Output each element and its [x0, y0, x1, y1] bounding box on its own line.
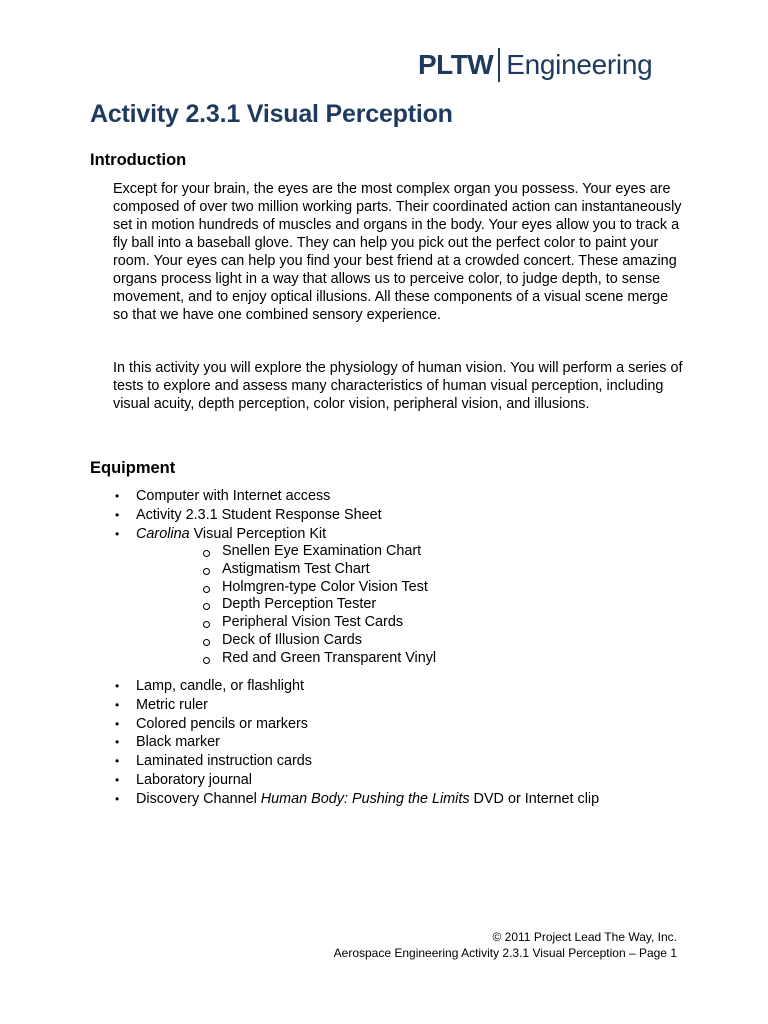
- sub-list-item: [200, 632, 436, 650]
- sub-list-item-text: Astigmatism Test Chart: [222, 560, 370, 577]
- list-item-text: Laminated instruction cards: [136, 753, 312, 770]
- logo-divider: [498, 48, 500, 82]
- footer-copyright: © 2011 Project Lead The Way, Inc.: [492, 930, 677, 944]
- bullet-icon: •: [115, 772, 120, 787]
- bullet-icon: •: [115, 791, 120, 806]
- circle-bullet-icon: [203, 568, 210, 575]
- list-item-text: Colored pencils or markers: [136, 715, 308, 732]
- sub-list-item-text: Red and Green Transparent Vinyl: [222, 649, 437, 666]
- kit-brand: Carolina: [136, 525, 190, 542]
- equipment-list-bottom: [113, 677, 599, 809]
- page-footer: [334, 929, 677, 961]
- equipment-heading: Equipment: [90, 459, 176, 477]
- sub-list-item: [200, 614, 436, 632]
- sub-list-item-text: Peripheral Vision Test Cards: [222, 614, 404, 631]
- pltw-engineering-logo: [418, 44, 652, 86]
- circle-bullet-icon: [203, 639, 210, 646]
- sub-list-item-text: Snellen Eye Examination Chart: [222, 543, 422, 559]
- list-item-text: Computer with Internet access: [136, 488, 331, 504]
- list-item: [113, 506, 382, 525]
- list-item-text: Activity 2.3.1 Student Response Sheet: [136, 506, 382, 523]
- kit-label: Visual Perception Kit: [189, 525, 327, 542]
- circle-bullet-icon: [203, 657, 210, 664]
- introduction-paragraph-2: In this activity you will explore the physiology of human vision. You will perform a series of tests to explore and assess many characteristics of human visual perception, including visual acuity, depth perception, color vision, peripheral vision, and illusions.: [113, 360, 683, 412]
- list-item-text: Black marker: [136, 734, 220, 751]
- list-item-text: Laboratory journal: [136, 771, 252, 788]
- logo-division: Engineering: [506, 49, 653, 80]
- circle-bullet-icon: [203, 621, 210, 628]
- bullet-icon: •: [115, 489, 120, 503]
- sub-list-item: [200, 543, 436, 561]
- sub-list-item: [200, 650, 436, 668]
- list-item-text: Metric ruler: [136, 696, 208, 713]
- list-item: [113, 677, 599, 696]
- list-item: [113, 525, 382, 544]
- kit-sublist: [200, 543, 436, 668]
- bullet-icon: •: [115, 697, 120, 712]
- list-item: [113, 487, 382, 506]
- list-item: [113, 790, 599, 809]
- dvd-title: Human Body: Pushing the Limits: [260, 790, 470, 807]
- sub-list-item: [200, 596, 436, 614]
- footer-page-label: Aerospace Engineering Activity 2.3.1 Visual Perception – Page 1: [333, 946, 677, 960]
- bullet-icon: •: [115, 507, 120, 522]
- bullet-icon: •: [115, 716, 120, 731]
- list-item: [113, 696, 599, 715]
- introduction-paragraph-1: Except for your brain, the eyes are the most complex organ you possess. Your eyes are composed of over two million working parts. Their coordinated action can instantaneously set in motion hundreds of muscles and organs in the body. Your eyes allow you to track a fly ball into a baseball glove. They can help you pick out the perfect color to paint your room. Your eyes can help you find your best friend at a crowded concert. These amazing organs process light in a way that allows us to perceive color, to judge depth, to sense movement, and to enjoy optical illusions. All these components of a visual scene merge so that we have one combined sensory experience.: [113, 181, 682, 323]
- sub-list-item-text: Deck of Illusion Cards: [222, 631, 362, 648]
- logo-brand: PLTW: [418, 49, 494, 80]
- sub-list-item: [200, 579, 436, 597]
- list-item: [113, 715, 599, 734]
- circle-bullet-icon: [203, 603, 210, 610]
- dvd-suffix: DVD or Internet clip: [469, 790, 600, 807]
- list-item: [113, 771, 599, 790]
- sub-list-item-text: Depth Perception Tester: [222, 596, 377, 613]
- equipment-list-top: [113, 487, 382, 543]
- circle-bullet-icon: [203, 586, 210, 593]
- circle-bullet-icon: [203, 550, 210, 557]
- list-item-text: Lamp, candle, or flashlight: [136, 678, 304, 694]
- bullet-icon: •: [115, 679, 120, 693]
- sub-list-item-text: Holmgren-type Color Vision Test: [222, 578, 428, 595]
- bullet-icon: •: [115, 526, 120, 541]
- list-item: [113, 733, 599, 752]
- sub-list-item: [200, 561, 436, 579]
- list-item: [113, 752, 599, 771]
- bullet-icon: •: [115, 754, 120, 769]
- introduction-heading: Introduction: [90, 151, 187, 169]
- page-title: Activity 2.3.1 Visual Perception: [90, 100, 453, 128]
- dvd-prefix: Discovery Channel: [136, 790, 261, 807]
- bullet-icon: •: [115, 735, 120, 750]
